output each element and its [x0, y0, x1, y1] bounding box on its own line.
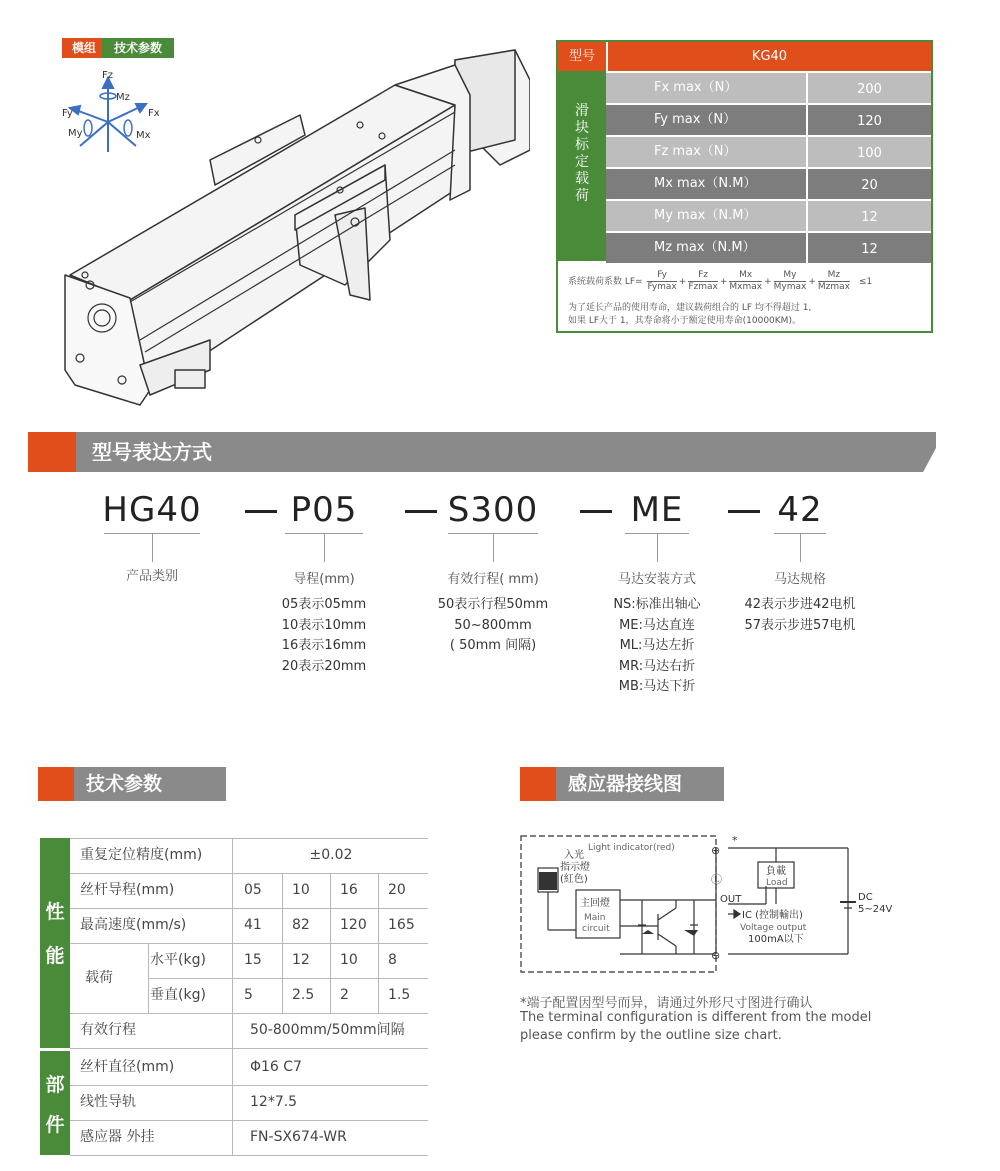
axis-my-label: My: [68, 128, 83, 139]
model-code-part: ME: [630, 490, 684, 530]
dc-label: DC: [858, 892, 873, 903]
model-code-part: HG40: [102, 490, 202, 530]
model-code-dash: [405, 510, 437, 513]
max-speed-value: 120: [340, 917, 367, 933]
formula-denominator: Fzmax: [688, 282, 718, 292]
horizontal-load-value: 15: [244, 952, 262, 968]
formula-denominator: Mxmax: [729, 282, 763, 292]
model-code-desc-line: ( 50mm 间隔): [449, 638, 537, 653]
model-code-desc-line: 20表示20mm: [281, 658, 367, 674]
table-rule: [148, 978, 428, 979]
main-circuit-en2: circuit: [582, 924, 610, 934]
screw-lead-value: 05: [244, 882, 262, 898]
vertical-load-value: 5: [244, 987, 253, 1003]
axis-fy-label: Fy: [62, 108, 73, 119]
model-code-desc-line: ML:马达左折: [619, 638, 695, 653]
model-code-label: 有效行程( mm): [447, 572, 539, 587]
dc-range-label: 5~24V: [858, 904, 893, 915]
load-note-2: 如果 LF大于 1，其寿命将小于额定使用寿命(10000KM)。: [568, 316, 801, 326]
terminal-l-icon: Ⓛ: [711, 873, 722, 886]
model-code-desc: [577, 595, 737, 698]
formula-fraction: [647, 270, 676, 293]
formula-plus: +: [808, 277, 816, 287]
load-table-row: [606, 231, 931, 263]
load-table-row: [606, 199, 931, 231]
formula-numerator: Fz: [688, 270, 718, 282]
table-rule: [70, 1155, 428, 1156]
sensor-section-header: [520, 767, 724, 801]
axis-fz-label: Fz: [102, 70, 114, 81]
model-code-label: 马达规格: [773, 572, 826, 587]
formula-denominator: Mymax: [773, 282, 807, 292]
load-table-key: Fy max（N）: [606, 105, 806, 135]
load-table-value: 12: [808, 201, 931, 231]
model-code-label: 导程(mm): [293, 572, 355, 587]
table-rule: [330, 873, 331, 1013]
formula-numerator: Mx: [729, 270, 762, 282]
sensor-note-cn: *端子配置因型号而异，请通过外形尺寸图进行确认: [520, 996, 813, 1011]
model-code-leader: [800, 534, 801, 562]
current-label: 100mA以下: [748, 934, 804, 945]
axis-mz-label: Mz: [116, 92, 130, 103]
screw-lead-value: 20: [388, 882, 406, 898]
axis-mx-label: Mx: [136, 130, 151, 141]
screw-lead-value: 16: [340, 882, 358, 898]
model-code-desc-line: 57表示步进57电机: [744, 617, 856, 633]
sensor-wiring-diagram: [518, 830, 898, 978]
load-table-row: [606, 135, 931, 167]
table-rule: [70, 1120, 428, 1121]
vertical-load-value: 2: [340, 987, 349, 1003]
table-rule: [70, 1085, 428, 1086]
formula-fraction: [818, 270, 850, 293]
side-label-performance-text: 性能: [45, 901, 65, 967]
formula-plus: +: [719, 277, 728, 287]
table-rule: [70, 1013, 428, 1014]
max-speed-label: 最高速度(mm/s): [80, 917, 187, 933]
horizontal-load-value: 12: [292, 952, 310, 968]
load-table-value: 200: [808, 73, 931, 103]
load-table-value: 12: [808, 233, 931, 263]
load-table-key: Fz max（N）: [606, 137, 806, 167]
out-label: OUT: [720, 894, 742, 905]
load-table-key: Mx max（N.M）: [606, 169, 806, 199]
sensor-note-en-2: please confirm by the outline size chart.: [520, 1028, 782, 1043]
formula-denominator: Fymax: [647, 282, 677, 292]
load-table-value: 20: [808, 169, 931, 199]
model-section-header: [28, 432, 936, 472]
table-rule: [70, 1048, 428, 1049]
model-code-dash: [728, 510, 760, 513]
load-table-value: 100: [808, 137, 931, 167]
axis-fx-label: Fx: [148, 108, 160, 119]
linear-rail-label: 线性导轨: [80, 1094, 136, 1110]
formula-denominator: Mzmax: [817, 282, 850, 292]
model-code-leader: [152, 534, 153, 562]
table-rule: [70, 873, 428, 874]
model-code-desc-line: ME:马达直连: [619, 617, 695, 633]
vertical-load-value: 1.5: [388, 987, 411, 1003]
max-speed-value: 41: [244, 917, 262, 933]
horizontal-load-label: 水平(kg): [150, 952, 206, 968]
model-code-desc-line: 42表示步进42电机: [744, 597, 856, 612]
load-rating-table: [556, 40, 933, 333]
led-cn-label-3: (紅色): [560, 874, 588, 885]
model-code-desc: [244, 595, 404, 677]
load-table-row: [606, 103, 931, 135]
horizontal-load-value: 8: [388, 952, 397, 968]
model-code-part: S300: [447, 490, 539, 530]
load-label: 载荷: [85, 970, 113, 986]
repeat-accuracy-label: 重复定位精度(mm): [80, 847, 203, 863]
model-code-label: 产品类别: [125, 569, 178, 584]
load-table-row: [606, 167, 931, 199]
table-rule: [70, 908, 428, 909]
module-tag: 模组: [62, 38, 106, 58]
model-code-desc-line: NS:标准出轴心: [613, 597, 701, 612]
repeat-accuracy-value: ±0.02: [309, 847, 353, 863]
screw-lead-label: 丝杆导程(mm): [80, 882, 175, 898]
main-circuit-cn: 主回燈: [580, 898, 610, 909]
model-code-part: 42: [777, 490, 823, 530]
led-cn-label-2: 指示燈: [560, 862, 590, 873]
load-note-1: 为了延长产品的使用寿命，建议载荷组合的 LF 均不得超过 1,: [568, 303, 812, 313]
table-rule: [282, 873, 283, 1013]
load-table-side-label: 滑块标定载荷: [558, 71, 606, 261]
formula-plus: +: [678, 277, 687, 287]
led-cn-label-1: 入光: [564, 850, 584, 861]
stroke-value: 50-800mm/50mm间隔: [250, 1022, 405, 1038]
model-code-dash: [580, 510, 612, 513]
model-code-leader: [324, 534, 325, 562]
formula-fraction: [688, 270, 718, 293]
load-factor-formula: 系统载荷系数 LF= $\frac{Fy}{Fymax}$ + $\frac{Fz}{Fzmax}$ + $\frac{Mx}{Mxmax}$ + $\frac{My}{Mymax}$ + $\frac{Mz}{Mzmax}$ ≤1: [568, 270, 873, 292]
sensor-note-en-1: The terminal configuration is different from the model: [520, 1010, 872, 1025]
screw-lead-value: 10: [292, 882, 310, 898]
side-label-performance: [40, 838, 70, 1048]
ic-label: IC (控制輸出): [742, 910, 803, 921]
sensor-section-title: 感应器接线图: [568, 773, 683, 795]
formula-fraction: [774, 270, 807, 293]
terminal-plus-icon: ⊕: [711, 844, 721, 857]
side-label-parts-text: 部件: [45, 1074, 65, 1136]
load-table-key: Mz max（N.M）: [606, 233, 806, 263]
max-speed-value: 82: [292, 917, 310, 933]
vertical-load-label: 垂直(kg): [150, 987, 206, 1003]
table-rule: [70, 838, 428, 839]
formula-plus: +: [764, 277, 772, 287]
table-rule: [70, 943, 428, 944]
screw-diameter-label: 丝杆直径(mm): [80, 1059, 175, 1075]
load-table-row: [606, 71, 931, 103]
formula-numerator: My: [774, 270, 807, 282]
screw-diameter-value: Φ16 C7: [250, 1059, 302, 1075]
terminal-minus-icon: ⊖: [711, 949, 721, 962]
load-table-key: My max（N.M）: [606, 201, 806, 231]
model-code-part: P05: [290, 490, 358, 530]
horizontal-load-value: 10: [340, 952, 358, 968]
load-table-value: 120: [808, 105, 931, 135]
table-rule: [378, 873, 379, 1013]
model-code-desc-line: MR:马达右折: [618, 658, 696, 674]
sensor-value: FN-SX674-WR: [250, 1129, 347, 1145]
sensor-label: 感应器 外挂: [80, 1129, 155, 1145]
linear-rail-value: 12*7.5: [250, 1094, 298, 1110]
model-section-title: 型号表达方式: [92, 440, 212, 464]
model-code-desc: [413, 595, 573, 657]
model-code-desc-line: 10表示10mm: [281, 617, 367, 633]
table-rule: [232, 838, 233, 1155]
module-drawing: [60, 40, 530, 410]
load-table-key: Fx max（N）: [606, 73, 806, 103]
model-code-desc-line: 05表示05mm: [281, 597, 367, 612]
max-speed-value: 165: [388, 917, 415, 933]
load-cn-label: 負載: [766, 866, 786, 877]
formula-fraction: [729, 270, 762, 293]
formula-numerator: Fy: [647, 270, 676, 282]
voltage-output-label: Voltage output: [740, 923, 807, 933]
model-code-desc-line: MB:马达下折: [618, 679, 696, 694]
model-code-desc-line: 50~800mm: [454, 617, 532, 633]
model-code-desc-line: 50表示行程50mm: [437, 597, 549, 612]
side-label-parts: [40, 1051, 70, 1155]
table-rule: [148, 943, 149, 1013]
load-table-header-model: 型号: [558, 42, 606, 71]
tech-section-title: 技术参数: [86, 773, 163, 795]
model-code-desc-line: 16表示16mm: [281, 638, 367, 653]
main-circuit-en1: Main: [584, 913, 606, 923]
tech-section-header: [38, 767, 226, 801]
model-code-dash: [245, 510, 277, 513]
vertical-load-value: 2.5: [292, 987, 315, 1003]
terminal-asterisk: *: [732, 834, 738, 847]
model-code-label: 马达安装方式: [617, 572, 696, 587]
load-table-header-kg40: KG40: [606, 42, 931, 71]
formula-numerator: Mz: [818, 270, 850, 282]
model-code-leader: [657, 534, 658, 562]
model-code-desc: [720, 595, 880, 636]
stroke-label: 有效行程: [80, 1022, 136, 1038]
load-en-label: Load: [766, 878, 788, 888]
light-indicator-label: Light indicator(red): [588, 843, 675, 853]
tech-tag: 技术参数: [102, 38, 174, 58]
model-code-leader: [493, 534, 494, 562]
